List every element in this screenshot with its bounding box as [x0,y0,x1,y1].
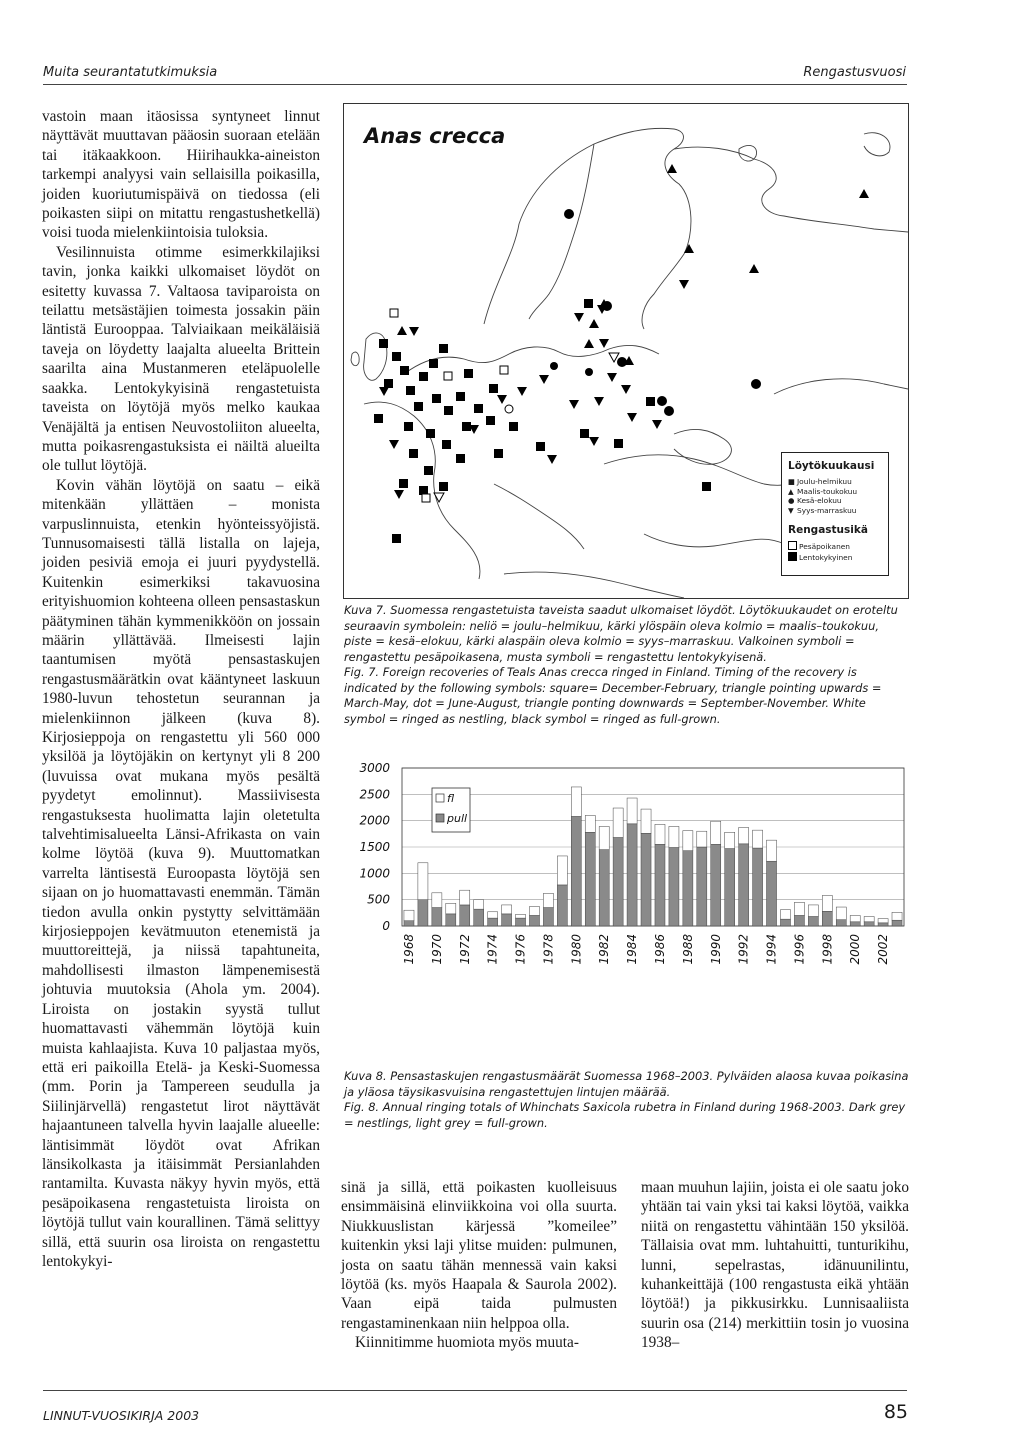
bar-pull [725,849,735,926]
bar-pull [613,838,623,926]
bar-pull [488,918,498,926]
bar-fl [460,890,470,905]
bar-pull [711,844,721,926]
page-number: 85 [883,1401,908,1423]
bar-pull [753,848,763,926]
y-tick-label: 1500 [359,840,390,854]
bar-fl [585,815,595,832]
x-tick-label: 1998 [820,934,835,965]
bar-fl [864,917,874,922]
x-tick-label: 2000 [848,934,863,965]
y-tick-label: 500 [367,892,390,907]
bar-fl [767,840,777,861]
bar-pull [599,850,609,926]
bar-fl [780,910,790,919]
dot-icon: ● [788,496,795,506]
x-tick-label: 1992 [736,934,751,965]
bar-fl [850,915,860,921]
running-header-left: Muita seurantatutkimuksia [43,65,218,80]
legend-item-full-grown [788,552,882,563]
paragraph: sinä ja sillä, että poikasten kuolleisuus ensimmäisinä elinviikkoina voi olla suurta. Niukkuuslistan kärjessä ”komeilee” kuitenkin yksi laji ylitse muiden: pulmunen, josta on saatu tähän mennessä vain kaksi löytöä (ks. myös Haapala & Saurola 2002). Vaan eipä taida pulmusten rengastaminenkaan niin helppoa olla. [341,1179,617,1332]
header-rule [43,84,907,85]
left-column [42,107,320,1271]
bar-pull [432,908,442,926]
bar-fl [892,912,902,920]
caption-label: Fig. 8. [344,1100,380,1114]
paragraph: vastoin maan itäosissa syntyneet linnut näyttävät muuttavan pääosin suoraan etelään tai itäkaakkoon. Hiirihaukka-aineiston tarkempi analyysi vain sellaisilla poikasilla, joiden kuoriutumispäivä on tiedossa (eli poikasten siipi on mitattu rengastushetkellä) voisi tuoda mielenkiintoisia tuloksia. [42,108,320,242]
figure-7-map [343,103,909,599]
bar-pull [418,900,428,926]
legend-swatch-fl [436,794,444,802]
middle-column [341,1178,617,1353]
legend-label: Kesä-elokuu [797,496,842,506]
x-tick-label: 1972 [457,934,472,965]
map-legend [781,452,889,576]
square-icon: ■ [788,477,795,486]
bar-fl [808,905,818,917]
bar-pull [655,844,665,926]
bar-fl [599,826,609,849]
x-tick-label: 1990 [708,934,723,965]
x-tick-label: 2002 [876,934,891,965]
bar-fl [725,832,735,848]
x-tick-label: 1968 [401,934,416,965]
legend-item-mar-may [788,487,882,497]
caption-label: Kuva 7. [344,603,387,617]
bar-pull [627,824,637,926]
bar-fl [502,905,512,914]
bar-pull [474,909,484,926]
paragraph: maan muuhun lajiin, joista ei ole saatu joko yhtään tai vain yksi tai kaksi löytöä, vaikka niitä on rengastettu vähintään 150 yksilöä. Tällaisia ovat mm. luhtahuitti, tunturikihu, lunni, sepelrastas, idänuunilintu, kuhankeittäjä (100 rengastusta eikä yhtään löytöä!) ja pikkusirkku. Lunnisaaliista suurin osa (214) merkittiin tosin jo vuosina 1938– [641,1179,909,1352]
bar-fl [655,824,665,844]
legend-item-dec-feb [788,477,882,487]
legend-label: Maalis-toukokuu [797,486,858,496]
bar-pull [794,915,804,926]
footer-journal: LINNUT-VUOSIKIRJA 2003 [43,1408,200,1423]
bar-pull [529,915,539,926]
y-tick-label: 0 [382,919,390,933]
running-header-right: Rengastusvuosi [803,65,906,80]
bar-fl [822,895,832,911]
legend-heading-month: Löytökuukausi [788,460,875,472]
bar-fl [516,914,526,918]
footer-rule [43,1390,907,1391]
bar-fl [794,902,804,915]
right-column [641,1178,909,1353]
legend-label: Syys-marraskuu [797,505,857,515]
legend-label-fl: fl [447,792,455,805]
bar-fl [418,863,428,900]
legend-item-sep-nov [788,506,882,516]
paragraph: Kovin vähän löytöjä on saatu – eikä mitenkään yllättäen – monista varpuslinnuista, etenkin hyönteissyöjistä. Tunnusomaisesti tällä listalla on lajeja, joiden pesiviä emoja ei juuri pyydystellä. Kuitenkin esimerkiksi takavuosina erityishuomion kohteena olleen pensastaskun päätyminen tähän kymmenikköön on jossain määrin yllättävää. Ilmeisesti lajin taantumisen myötä pensastaskujen rengastusmäärätkin ovat kääntyneet laskuun 1980-luvun tehostetun seurannan ja mielenkiinnon jälkeen (kuva 8). Kirjosieppoja on rengastettu yli 560 000 yksilöä ja löytöjäkin on kertynyt yli 8 200 (luvuissa ovat mukana myös pesältä pyydetyt emolinnut). Massiivisesta rengastuksesta huolimatta lajin oletetulta talvehtimisalueelta Länsi-Afrikasta on vain kolme löytöä (kuva 9). Muuttomatkan varrelta läntisestä Euroopasta löytöjä sen sijaan on jo huomattavasti enemmän. Tämän tiedon avulla onkin pystytty selvittämään kirjosieppojen kevätmuuton etenemistä ja muuttoreittejä, ja niissä tapahtuneita, mahdollisesti ilmaston lämpenemisestä johtuvia muutoksia (Ahola ym. 2004). Liroista on jostakin syystä tullut huomattavasti vähemmän löytöjä kuin muista kahlaajista. Kuva 10 paljastaa myös, että eri paikoilla Etelä- ja Keski-Suomessa (mm. Porin ja Tampereen seudulla ja Siilinjärvellä) rengastetut lirot näyttävät hajaantuneen talvella hyvin laajalle alueelle: läntisimmät löydöt ovat Afrikan länsikolkasta ja itäisimmät Persianlahden rantamilta. Kuvasta näkyy hyvin myös, että pesäpoikasena rengastetuista liroista on löytöjä tullut vain kourallinen. Tämä selittyy sillä, että suurin osa liroista on rengastettu lentokykyi- [42,476,320,1270]
bar-pull [502,914,512,926]
bar-fl [446,903,456,914]
bar-fl [697,831,707,847]
caption-label: Fig. 7. [344,665,380,679]
bar-fl [543,893,553,907]
bar-pull [808,917,818,926]
x-tick-label: 1980 [569,934,584,965]
figure-7-caption [344,603,910,727]
x-tick-label: 1996 [792,934,807,965]
bar-fl [488,912,498,918]
bar-fl [641,809,651,833]
legend-label-pull: pull [447,812,468,825]
bar-fl [669,826,679,847]
bar-pull [850,922,860,926]
filled-square-icon [788,552,797,561]
map-title: Anas crecca [364,124,506,148]
x-tick-label: 1984 [625,934,640,965]
bar-fl [529,907,539,916]
bar-pull [404,921,414,926]
bar-pull [516,918,526,926]
caption-text-en: Foreign recoveries of Teals Anas crecca ringed in Finland. Timing of the recovery is indicated by the following symbols: square= December-February, triangle pointing upwards = March-May, dot = June-August, triangle ponting downwards = September-November. White symbol = ringed as nestling, black symbol = ringed as full-grown. [344,665,882,726]
bar-fl [836,907,846,920]
legend-item-nestling [788,541,882,552]
y-tick-label: 2500 [359,787,390,802]
y-tick-label: 3000 [359,761,390,775]
bar-fl [557,856,567,885]
x-tick-label: 1982 [597,934,612,965]
x-tick-label: 1988 [680,934,695,965]
bar-pull [864,922,874,926]
legend-swatch-pull [436,814,444,822]
bar-pull [571,816,581,926]
x-tick-label: 1976 [513,934,528,965]
caption-text-fi: Suomessa rengastetuista taveista saadut ulkomaiset löydöt. Löytökuukaudet on eroteltu seuraavin symbolein: neliö = joulu–helmikuu, kärki ylöspäin oleva kolmio = maalis–toukokuu, piste = kesä–elokuu, kärki alaspäin oleva kolmio = syys–marraskuu. Valkoinen symboli = rengastettu pesäpoikasena, musta symboli = rengastettu lentokykyisenä. [344,603,898,664]
bar-pull [669,848,679,926]
caption-label: Kuva 8. [344,1069,387,1083]
bar-fl [753,830,763,848]
legend-label: Pesäpoikanen [799,542,850,552]
bar-pull [878,923,888,926]
bar-fl [627,798,637,824]
bar-fl [474,900,484,909]
x-tick-label: 1986 [652,934,667,965]
bar-pull [641,833,651,926]
bar-pull [683,851,693,926]
bar-pull [460,905,470,926]
legend-heading-age: Rengastusikä [788,524,868,537]
bar-fl [613,808,623,837]
bar-pull [836,920,846,926]
bar-fl [739,828,749,844]
bar-fl [571,787,581,816]
bar-fl [683,831,693,851]
bar-chart-svg [342,760,914,982]
bar-pull [557,885,567,926]
bar-pull [697,847,707,926]
y-tick-label: 1000 [359,866,390,881]
bar-fl [878,919,888,923]
paragraph: Kiinnitimme huomiota myös muuta- [355,1334,579,1352]
caption-text-en: Annual ringing totals of Whinchats Saxicola rubetra in Finland during 1968-2003. Dark grey = nestlings, light grey = full-grown. [344,1100,906,1130]
bar-pull [543,908,553,926]
legend-label: Joulu-helmikuu [797,477,852,486]
legend-label: Lentokykyinen [799,552,853,562]
bar-pull [739,844,749,926]
x-tick-label: 1974 [485,934,500,965]
caption-text-fi: Pensastaskujen rengastusmäärät Suomessa 1968–2003. Pylväiden alaosa kuvaa poikasina ja yläosa täysikasvuisina rengastettujen lintujen määrää. [344,1069,909,1099]
bar-fl [432,893,442,908]
triangle-down-icon: ▼ [788,505,794,515]
bar-pull [767,861,777,926]
y-tick-label: 2000 [359,813,390,828]
bar-fl [711,821,721,844]
bar-pull [892,920,902,926]
x-tick-label: 1994 [764,934,779,965]
bar-pull [780,919,790,926]
bar-pull [446,914,456,926]
bar-pull [585,832,595,926]
x-tick-label: 1978 [541,934,556,965]
legend-item-jun-aug [788,496,882,506]
triangle-up-icon: ▲ [788,486,794,496]
figure-8-caption [344,1069,910,1131]
figure-8-chart [342,760,914,982]
bar-fl [404,910,414,921]
x-tick-label: 1970 [429,934,444,965]
open-square-icon [788,541,797,550]
bar-pull [822,911,832,926]
paragraph: Vesilinnuista otimme esimerkkilajiksi tavin, jonka kaikki ulkomaiset löydöt on esitetty kuvassa 7. Valtaosa taviparoista on teilattu metsästäjien toimesta jossakin päin läntistä Eurooppaa. Talviaikaan meikäläisiä taveja on löydetty laajalta alueelta Brittein saarilta aina Mustanmeren eteläpuolelle saakka. Lentokykyisinä rengastetuista taveista on löytöjä myös melko kaukaa Venäjältä ja entisen Neuvostoliiton alueelta, mutta poikasrengastuksista ei näiltä alueilta ole tullut löytöjä. [42,243,320,475]
